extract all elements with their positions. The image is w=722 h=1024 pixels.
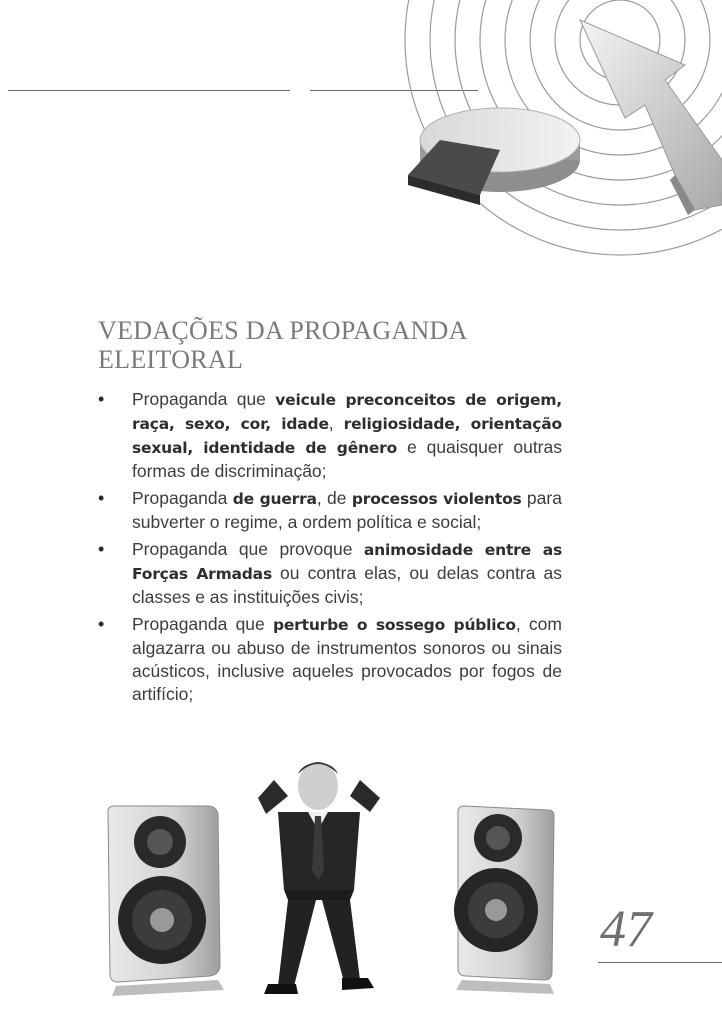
bottom-rule — [598, 962, 722, 963]
bullet: • — [98, 389, 105, 409]
item-text: Propaganda — [132, 488, 233, 508]
item-text: Propaganda que provoque — [132, 539, 364, 559]
left-speaker — [108, 806, 224, 996]
bullet: • — [98, 488, 105, 508]
prohibitions-list — [98, 388, 562, 710]
bullet: • — [98, 614, 105, 634]
item-bold: animosidade entre as Forças Armadas — [132, 541, 562, 583]
pie-chart-arrow-illustration — [290, 0, 722, 260]
item-bold: religiosidade, orientação sexual, identidade de gênero — [132, 415, 562, 457]
man-between-speakers-illustration — [98, 750, 568, 1020]
item-bold: de guerra — [232, 490, 317, 508]
section-title — [98, 316, 568, 374]
item-bold: perturbe o sossego público — [272, 616, 516, 634]
list-item — [98, 538, 562, 609]
item-text: , com algazarra ou abuso de instrumentos sonoros ou sinais acústicos, inclusive aqueles provocados por fogos de artifício; — [132, 614, 562, 704]
item-text: e quaisquer outras formas de discriminação; — [132, 437, 562, 481]
item-text: para subverter o regime, a ordem política e social; — [132, 488, 562, 532]
section-title-line1: VEDAÇÕES DA PROPAGANDA — [98, 316, 468, 345]
list-item — [98, 388, 562, 483]
man-figure — [258, 762, 380, 994]
item-text: Propaganda que — [132, 389, 276, 409]
list-item — [98, 613, 562, 706]
bullet: • — [98, 539, 105, 559]
item-text: Propaganda que — [132, 614, 273, 634]
page-number: 47 — [600, 901, 652, 958]
item-text: , — [328, 413, 344, 433]
item-bold: veicule preconceitos de origem, raça, sexo, cor, idade — [132, 391, 562, 433]
right-speaker — [454, 806, 554, 994]
item-bold: processos violentos — [351, 490, 522, 508]
item-text: ou contra elas, ou delas contra as classes e as instituições civis; — [132, 563, 562, 607]
list-item — [98, 487, 562, 534]
item-text: , de — [316, 488, 352, 508]
section-title-line2: ELEITORAL — [98, 345, 244, 374]
